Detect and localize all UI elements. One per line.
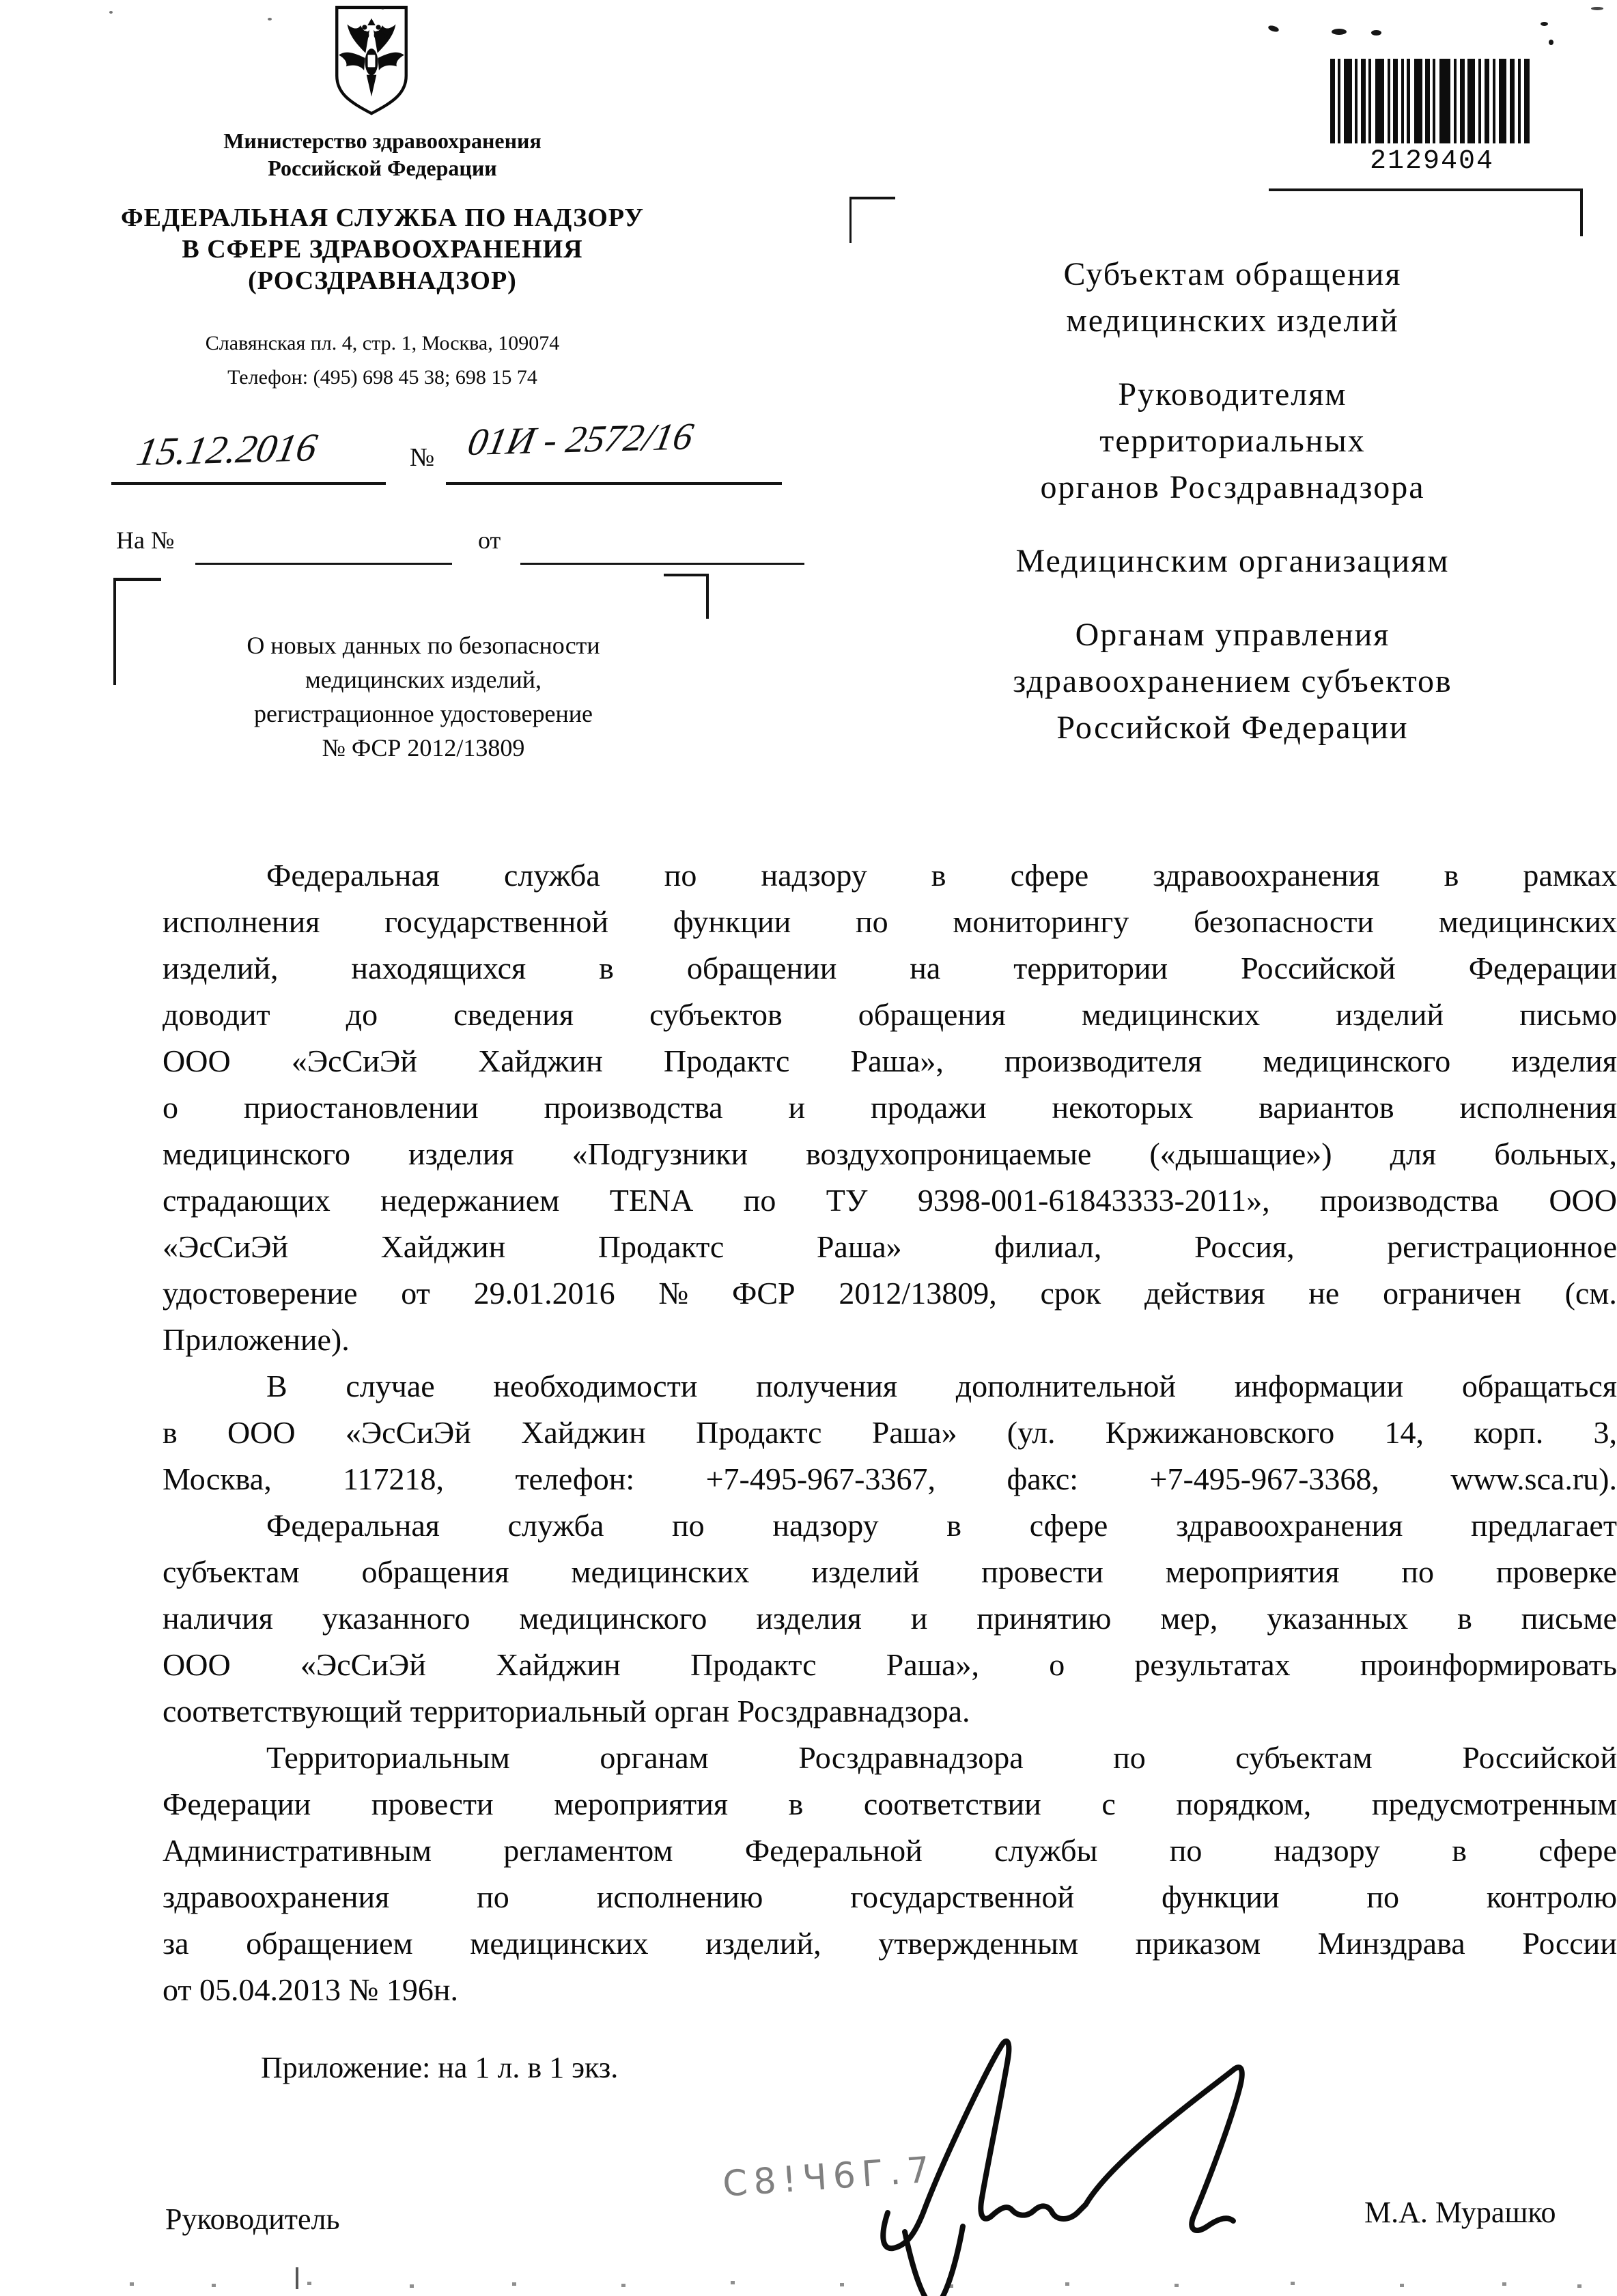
body-line: В случае необходимости получения дополнительной информации обращаться: [266, 1369, 1617, 1403]
agency-name: [82, 202, 683, 296]
signer-name: М.А. Мурашко: [1364, 2196, 1556, 2229]
reply-number-underline: [195, 563, 452, 565]
body-line: доводит до сведения субъектов обращения медицинских изделий письмо: [163, 997, 1617, 1032]
body-line: Федеральная служба по надзору в сфере здравоохранения предлагает: [266, 1508, 1617, 1543]
body-line: медицинского изделия «Подгузники воздухопроницаемые («дышащие») для больных,: [163, 1136, 1617, 1171]
subject-line: регистрационное удостоверение: [253, 700, 593, 727]
body-line: исполнения государственной функции по мониторингу безопасности медицинских: [163, 904, 1617, 939]
recipient-line: Медицинским организациям: [1015, 543, 1450, 579]
body-line: соответствующий территориальный орган Росздравнадзора.: [163, 1694, 970, 1728]
scan-artifact: [109, 11, 113, 14]
ministry-line: Российской Федерации: [268, 156, 497, 180]
scan-artifact: [1541, 22, 1548, 26]
body-line: Москва, 117218, телефон: +7-495-967-3367, факс: +7-495-967-3368, www.sca.ru).: [163, 1461, 1617, 1496]
recipient-line: территориальных: [1099, 423, 1366, 459]
body-line: от 05.04.2013 № 196н.: [163, 1972, 459, 2007]
body-line: изделий, находящихся в обращении на территории Российской Федерации: [163, 951, 1617, 985]
address-zone-left-corner: [849, 197, 895, 243]
faded-stamp-marks: С8!Ч6Г.7: [721, 2149, 938, 2205]
handwritten-signature: [847, 2004, 1297, 2296]
address-zone-top-rule: [1269, 188, 1583, 191]
body-line: здравоохранения по исполнению государственной функции по контролю: [163, 1879, 1617, 1914]
scan-artifact: [1549, 40, 1553, 45]
recipient-line: Субъектам обращения: [1063, 256, 1402, 292]
handwritten-date: 15.12.2016: [133, 425, 321, 475]
ministry-name: [96, 127, 669, 182]
scan-artifact: [1267, 25, 1280, 33]
recipient-line: здравоохранением субъектов: [1013, 663, 1452, 699]
agency-address: Славянская пл. 4, стр. 1, Москва, 109074: [205, 332, 560, 354]
body-text: [163, 852, 1617, 2013]
body-line: Федерации провести мероприятия в соответствии с порядком, предусмотренным: [163, 1787, 1617, 1821]
scan-artifact: [1591, 7, 1603, 10]
body-line: удостоверение от 29.01.2016 № ФСР 2012/13809, срок действия не ограничен (см.: [163, 1276, 1617, 1311]
subject-line: № ФСР 2012/13809: [322, 734, 525, 761]
recipients-block: [857, 251, 1608, 779]
recipient-group: [857, 251, 1608, 344]
agency-phone: Телефон: (495) 698 45 38; 698 15 74: [227, 366, 537, 389]
body-line: Приложение).: [163, 1322, 350, 1357]
body-line: наличия указанного медицинского изделия и принятию мер, указанных в письме: [163, 1601, 1617, 1636]
scan-artifact: [296, 2267, 298, 2289]
signer-title: Руководитель: [165, 2202, 340, 2236]
number-underline: [446, 482, 782, 485]
body-line: Территориальным органам Росздравнадзора по субъектам Российской: [266, 1740, 1617, 1775]
body-line: о приостановлении производства и продажи некоторых вариантов исполнения: [163, 1090, 1617, 1125]
address-zone-right-corner: [1580, 188, 1583, 236]
coat-of-arms-icon: [332, 4, 411, 119]
agency-line: (РОСЗДРАВНАДЗОР): [248, 266, 517, 295]
subject-line: медицинских изделий,: [305, 666, 542, 693]
number-sign: №: [410, 443, 435, 472]
body-line: за обращением медицинских изделий, утвержденным приказом Минздрава России: [163, 1926, 1617, 1961]
date-underline: [111, 482, 386, 485]
scan-artifact: [1371, 30, 1381, 36]
body-line: страдающих недержанием TENA по ТУ 9398-001-61843333-2011», производства ООО: [163, 1183, 1617, 1218]
subject-line: О новых данных по безопасности: [247, 632, 600, 659]
barcode: [1330, 59, 1534, 143]
scan-artifact: [268, 18, 272, 20]
subject-corner-top-right: [664, 574, 709, 619]
ministry-line: Министерство здравоохранения: [223, 128, 542, 153]
body-line: Федеральная служба по надзору в сфере здравоохранения в рамках: [266, 858, 1617, 893]
scan-artifact-row: [130, 2282, 134, 2286]
reply-date-underline: [520, 563, 804, 565]
recipient-group: [857, 538, 1608, 585]
scan-artifact: [1332, 29, 1347, 35]
subject-block: [123, 628, 724, 765]
recipient-line: Органам управления: [1075, 617, 1390, 653]
barcode-number: 2129404: [1369, 146, 1495, 177]
body-line: Административным регламентом Федеральной службы по надзору в сфере: [163, 1833, 1617, 1868]
recipient-line: органов Росздравнадзора: [1040, 469, 1425, 505]
recipient-line: медицинских изделий: [1066, 303, 1399, 339]
body-line: субъектам обращения медицинских изделий провести мероприятия по проверке: [163, 1554, 1617, 1589]
recipient-line: Российской Федерации: [1056, 710, 1409, 746]
attachment-note: Приложение: на 1 л. в 1 экз.: [261, 2051, 619, 2084]
reply-from-label: от: [478, 527, 501, 554]
body-line: ООО «ЭсСиЭй Хайджин Продактс Раша», производителя медицинского изделия: [163, 1044, 1617, 1078]
scan-artifact: [381, 7, 384, 10]
body-line: в ООО «ЭсСиЭй Хайджин Продактс Раша» (ул. Кржижановского 14, корп. 3,: [163, 1415, 1617, 1450]
body-line: ООО «ЭсСиЭй Хайджин Продактс Раша», о результатах проинформировать: [163, 1647, 1617, 1682]
handwritten-outgoing-number: 01И - 2572/16: [464, 415, 697, 464]
reply-to-label: На №: [116, 527, 175, 554]
recipient-group: [857, 612, 1608, 751]
body-line: «ЭсСиЭй Хайджин Продактс Раша» филиал, Россия, регистрационное: [163, 1229, 1617, 1264]
recipient-group: [857, 372, 1608, 511]
agency-line: ФЕДЕРАЛЬНАЯ СЛУЖБА ПО НАДЗОРУ: [121, 204, 644, 232]
agency-line: В СФЕРЕ ЗДРАВООХРАНЕНИЯ: [182, 235, 583, 264]
recipient-line: Руководителям: [1118, 376, 1347, 412]
